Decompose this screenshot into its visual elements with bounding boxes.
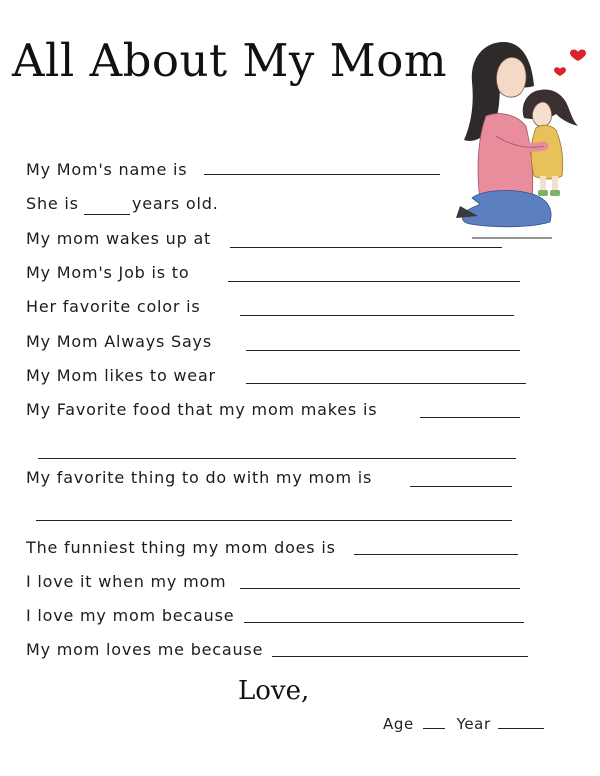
prompt-job: My Mom's Job is to: [26, 263, 190, 282]
blank-color[interactable]: [240, 315, 514, 316]
prompt-food: My Favorite food that my mom makes is: [26, 400, 378, 419]
age-blank[interactable]: [423, 728, 445, 729]
year-blank[interactable]: [498, 728, 544, 729]
blank-job[interactable]: [228, 281, 520, 282]
prompt-name: My Mom's name is: [26, 160, 188, 179]
prompt-funniest: The funniest thing my mom does is: [26, 538, 336, 557]
prompt-wear: My Mom likes to wear: [26, 366, 216, 385]
blank-food[interactable]: [420, 417, 520, 418]
age-label: Age: [383, 715, 414, 733]
blank-wear[interactable]: [246, 383, 526, 384]
blank-love-when[interactable]: [240, 588, 520, 589]
prompt-says: My Mom Always Says: [26, 332, 212, 351]
prompt-thing: My favorite thing to do with my mom is: [26, 468, 373, 487]
heart-icon: [554, 67, 566, 76]
blank-age[interactable]: [84, 214, 130, 215]
blank-thing-extra[interactable]: [36, 520, 512, 521]
blank-name[interactable]: [204, 174, 440, 175]
blank-loves-me[interactable]: [272, 656, 528, 657]
prompt-love-because: I love my mom because: [26, 606, 235, 625]
prompt-loves-me: My mom loves me because: [26, 640, 264, 659]
age-year-footer: [383, 715, 544, 733]
prompt-wakes: My mom wakes up at: [26, 229, 212, 248]
prompt-age-start: She is: [26, 194, 79, 213]
closing-love: Love,: [238, 676, 310, 706]
prompt-color: Her favorite color is: [26, 297, 201, 316]
blank-thing[interactable]: [410, 486, 512, 487]
page-title: All About My Mom: [12, 34, 447, 87]
heart-icon: [570, 49, 586, 61]
blank-wakes[interactable]: [230, 247, 502, 248]
blank-funniest[interactable]: [354, 554, 518, 555]
blank-love-because[interactable]: [244, 622, 524, 623]
year-label: Year: [456, 715, 491, 733]
blank-says[interactable]: [246, 350, 520, 351]
prompt-age-end: years old.: [132, 194, 219, 213]
blank-food-extra[interactable]: [38, 458, 516, 459]
prompt-love-when: I love it when my mom: [26, 572, 227, 591]
mother-child-illustration: [452, 30, 598, 242]
